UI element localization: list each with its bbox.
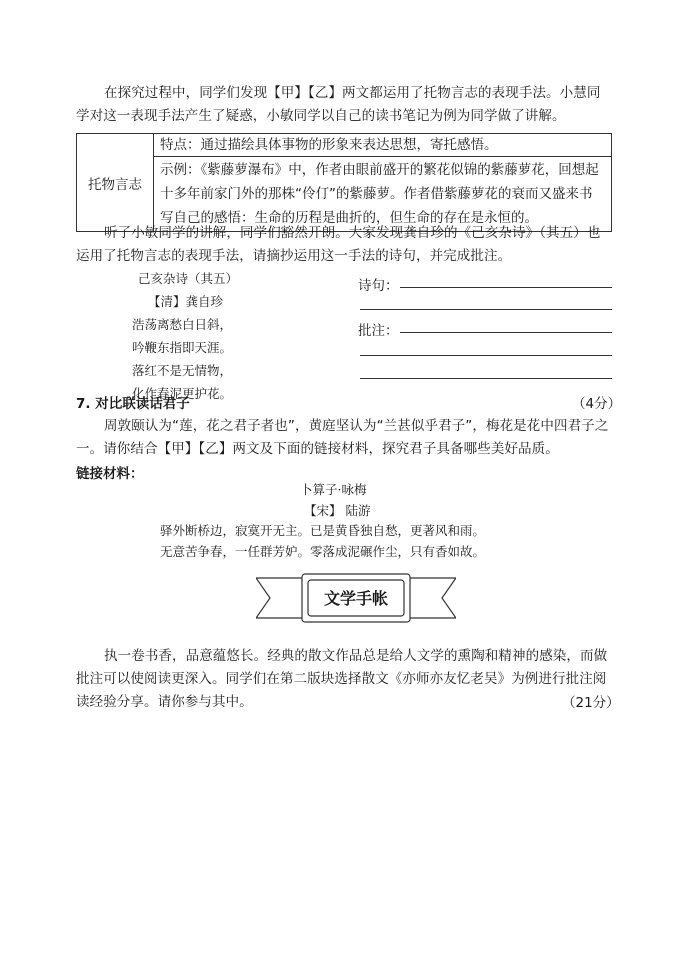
link-material-label: 链接材料： (76, 466, 144, 482)
poem-answer-label: 诗句： (358, 278, 399, 294)
note-answer-line[interactable] (400, 332, 612, 333)
q7-text: 周敦颐认为“莲，花之君子者也”，黄庭坚认为“兰甚似乎君子”，梅花是花中四君子之一。请你结合【甲】【乙】两文及下面的链接材料，探究君子具备哪些美好品质。 (76, 418, 609, 457)
poem2-line: 无意苦争春，一任群芳妒。零落成泥碾作尘，只有香如故。 (160, 544, 486, 559)
poem-answer-line[interactable] (400, 287, 612, 288)
table-example: 示例：《紫藤萝瀑布》中，作者由眼前盛开的繁花似锦的紫藤萝花，回想起十多年前家门外的那株“伶仃”的紫藤萝。作者借紫藤萝花的衰而又盛来书写自己的感悟：生命的历程是曲折的，但生命的存在是永恒的。 (154, 157, 612, 232)
poem2-author: 【宋】 陆游 (304, 503, 371, 518)
banner-title: 文学手帐 (323, 589, 388, 608)
closing-score: （21分） (562, 695, 620, 711)
table-label: 托物言志 (77, 134, 154, 232)
poem1-title: 己亥杂诗（其五） (138, 271, 239, 286)
poem1-line: 浩荡离愁白日斜， (132, 317, 233, 332)
note-answer-line[interactable] (360, 355, 612, 356)
reading-note-table (76, 133, 612, 232)
closing-paragraph: 执一卷书香，品意蕴悠长。经典的散文作品总是给人文学的熏陶和精神的感染，而做批注可以使阅读更深入。同学们在第二版块选择散文《亦师亦友忆老吴》为例进行批注阅读经验分享。请你参与其中。 (76, 648, 608, 710)
poem1-line: 化作春泥更护花。 (132, 386, 233, 401)
poem1-line: 吟鞭东指即天涯。 (132, 340, 233, 355)
poem-answer-line[interactable] (360, 309, 612, 310)
literature-notebook-banner (256, 572, 456, 624)
poem2-line: 驿外断桥边，寂寞开无主。已是黄昏独自愁，更著风和雨。 (160, 523, 486, 538)
q7-score: （4分） (572, 396, 622, 412)
intro-paragraph: 在探究过程中，同学们发现【甲】【乙】两文都运用了托物言志的表现手法。小慧同学对这一表现手法产生了疑惑，小敏同学以自己的读书笔记为例为同学做了讲解。 (76, 85, 601, 124)
poem2-title: 卜算子·咏梅 (300, 482, 367, 497)
poem1-author: 【清】龚自珍 (148, 294, 224, 309)
table-feature: 特点：通过描绘具体事物的形象来表达思想，寄托感悟。 (154, 134, 612, 157)
poem1-line: 落红不是无情物， (132, 363, 233, 378)
note-answer-label: 批注： (358, 323, 399, 339)
note-answer-line[interactable] (360, 378, 612, 379)
q7-heading: 7. 对比联读话君子 (76, 396, 190, 412)
after-table-paragraph: 听了小敏同学的讲解，同学们豁然开朗。大家发现龚自珍的《己亥杂诗》（其五）也运用了托物言志的表现手法，请摘抄运用这一手法的诗句，并完成批注。 (76, 225, 601, 264)
